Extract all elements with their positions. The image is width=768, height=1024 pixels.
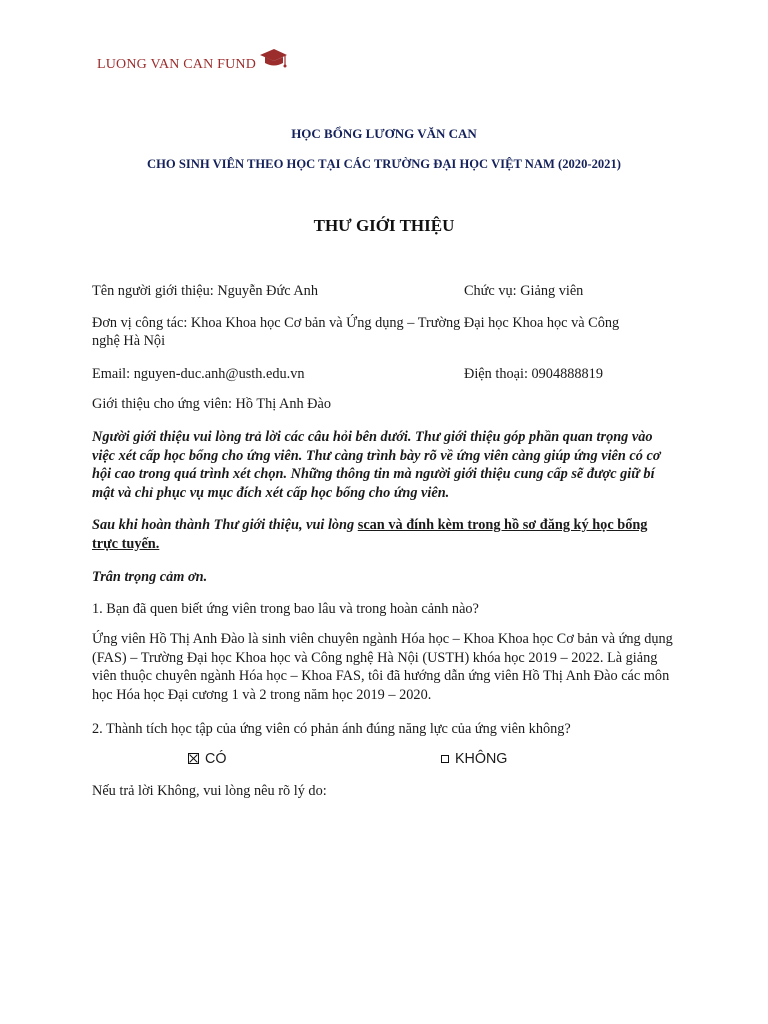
email: Email: nguyen-duc.anh@usth.edu.vn (92, 366, 305, 382)
logo-text: LUONG VAN CAN FUND (97, 57, 257, 72)
fund-logo (97, 46, 288, 72)
question-1: 1. Bạn đã quen biết ứng viên trong bao lâu và trong hoàn cảnh nào? (92, 601, 479, 617)
option-no[interactable] (441, 750, 507, 768)
option-yes[interactable] (188, 750, 226, 768)
candidate-name: Giới thiệu cho ứng viên: Hồ Thị Anh Đào (92, 396, 332, 412)
instructions-paragraph: Người giới thiệu vui lòng trả lời các câu hỏi bên dưới. Thư giới thiệu góp phần quan trọng vào việc xét cấp học bổng cho ứng viên. Thư càng trình bày rõ về ứng viên càng giúp ứng viên có cơ hội cao trong quá trình xét chọn. Những thông tin mà người giới thiệu cung cấp sẽ được giữ bí mật và chỉ phục vụ mục đích xét cấp học bổng cho ứng viên. (92, 429, 661, 501)
yes-checkbox[interactable] (188, 753, 199, 764)
submission-instructions (92, 516, 677, 553)
submission-prefix: Sau khi hoàn thành Thư giới thiệu, vui lòng (92, 517, 358, 533)
graduation-cap-icon (258, 46, 288, 74)
phone: Điện thoại: 0904888819 (464, 366, 603, 382)
recommender-position: Chức vụ: Giảng viên (464, 283, 584, 299)
workplace-line-2: nghệ Hà Nội (92, 333, 166, 349)
no-checkbox[interactable] (441, 755, 449, 763)
letter-title: THƯ GIỚI THIỆU (313, 216, 455, 235)
submission-emphasis: scan và đính kèm trong hồ sơ đăng ký học bổng trực tuyến. (92, 517, 648, 552)
recommender-name: Tên người giới thiệu: Nguyễn Đức Anh (92, 283, 318, 299)
thanks: Trân trọng cảm ơn. (92, 569, 208, 585)
question-2-followup: Nếu trả lời Không, vui lòng nêu rõ lý do: (92, 783, 327, 799)
workplace-line-1: Đơn vị công tác: Khoa Khoa học Cơ bản và Ứng dụng – Trường Đại học Khoa học và Công (92, 315, 620, 331)
scholarship-title: HỌC BỔNG LƯƠNG VĂN CAN (291, 126, 477, 141)
option-no-label: KHÔNG (455, 751, 508, 767)
option-yes-label: CÓ (205, 751, 227, 767)
scholarship-subtitle: CHO SINH VIÊN THEO HỌC TẠI CÁC TRƯỜNG ĐẠI HỌC VIỆT NAM (2020-2021) (147, 157, 621, 171)
question-2: 2. Thành tích học tập của ứng viên có phản ánh đúng năng lực của ứng viên không? (92, 721, 571, 737)
answer-1: Ứng viên Hồ Thị Anh Đào là sinh viên chuyên ngành Hóa học – Khoa Khoa học Cơ bản và ứng dụng (FAS) – Trường Đại học Khoa học và Công nghệ Hà Nội (USTH) khóa học 2019 – 2022. Là giảng viên thuộc chuyên ngành Hóa học – Khoa FAS, tôi đã hướng dẫn ứng viên Hồ Thị Anh Đào các môn học Hóa học Đại cương 1 và 2 trong năm học 2019 – 2020. (92, 631, 673, 703)
